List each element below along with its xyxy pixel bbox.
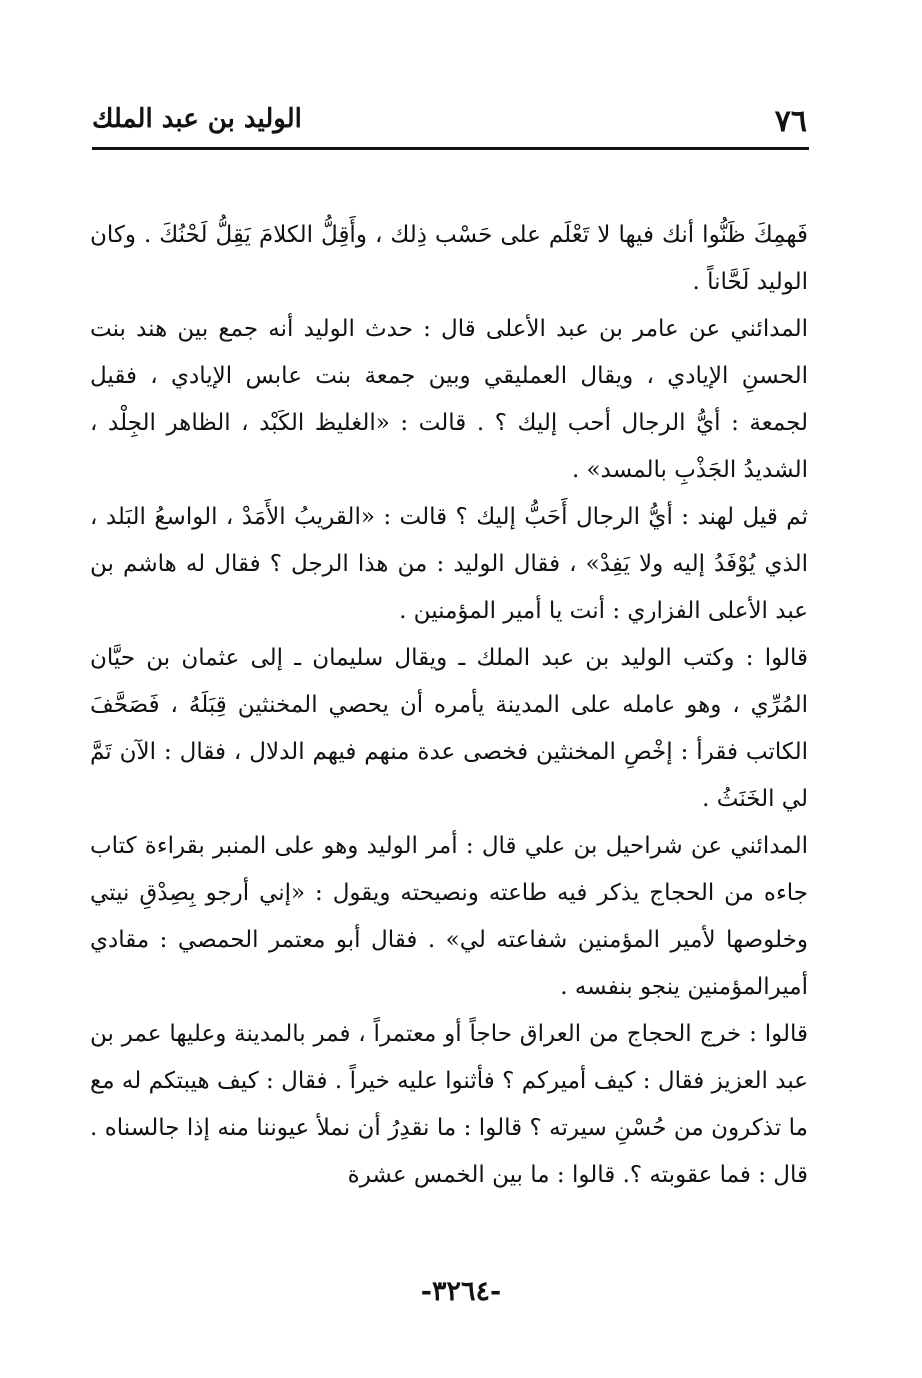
header-rule — [92, 147, 809, 150]
paragraph-4: قالوا : وكتب الوليد بن عبد الملك ـ ويقال سليمان ـ إلى عثمان بن حيَّان المُرِّي ، وهو عامله على المدينة يأمره أن يحصي المخنثين قِبَلَهُ ، فَصَحَّفَ الكاتب فقرأ : إخْصِ المخنثين فخصى عدة منهم فيهم الدلال ، فقال : الآن تَمَّ لي الخَنَثُ . — [90, 645, 808, 812]
running-head — [92, 100, 807, 144]
chapter-title: الوليد بن عبد الملك — [92, 104, 302, 134]
body-text — [90, 212, 808, 1199]
paragraph-5: المدائني عن شراحيل بن علي قال : أمر الوليد وهو على المنبر بقراءة كتاب جاءه من الحجاج يذكر فيه طاعته ونصيحته ويقول : «إني أرجو بِصِدْقِ نيتي وخلوصها لأمير المؤمنين شفاعته لي» . فقال أبو معتمر الحمصي : مقادي أميرالمؤمنين ينجو بنفسه . — [90, 833, 808, 1000]
page-number-top: ٧٦ — [774, 104, 807, 139]
paragraph-1: فَهمِكَ ظَنُّوا أنك فيها لا تَعْلَم على حَسْب ذِلك ، وأَقِلُّ الكلامَ يَقِلُّ لَحْنُكَ . وكان الوليد لَحَّاناً . — [90, 222, 808, 295]
paragraph-3: ثم قيل لهند : أيُّ الرجال أَحَبُّ إليك ؟ قالت : «القريبُ الأَمَدْ ، الواسعُ البَلد ، الذي يُوْفَدُ إليه ولا يَفِدْ» ، فقال الوليد : من هذا الرجل ؟ فقال له هاشم بن عبد الأعلى الفزاري : أنت يا أمير المؤمنين . — [90, 504, 808, 624]
paragraph-6: قالوا : خرج الحجاج من العراق حاجاً أو معتمراً ، فمر بالمدينة وعليها عمر بن عبد العزيز فقال : كيف أميركم ؟ فأثنوا عليه خيراً . فقال : كيف هيبتكم له مع ما تذكرون من حُسْنِ سيرته ؟ قالوا : ما نقدِرُ أن نملأ عيوننا منه إذا جالسناه . قال : فما عقوبته ؟. قالوا : ما بين الخمس عشرة — [90, 1021, 808, 1188]
page-number-bottom: -٣٢٦٤- — [420, 1276, 502, 1307]
paragraph-2: المدائني عن عامر بن عبد الأعلى قال : حدث الوليد أنه جمع بين هند بنت الحسنِ الإيادي ، ويقال العمليقي وبين جمعة بنت عابس الإيادي ، فقيل لجمعة : أيُّ الرجال أحب إليك ؟ . قالت : «الغليظ الكَبْد ، الظاهر الجِلْد ، الشديدُ الجَذْبِ بالمسد» . — [90, 316, 808, 483]
